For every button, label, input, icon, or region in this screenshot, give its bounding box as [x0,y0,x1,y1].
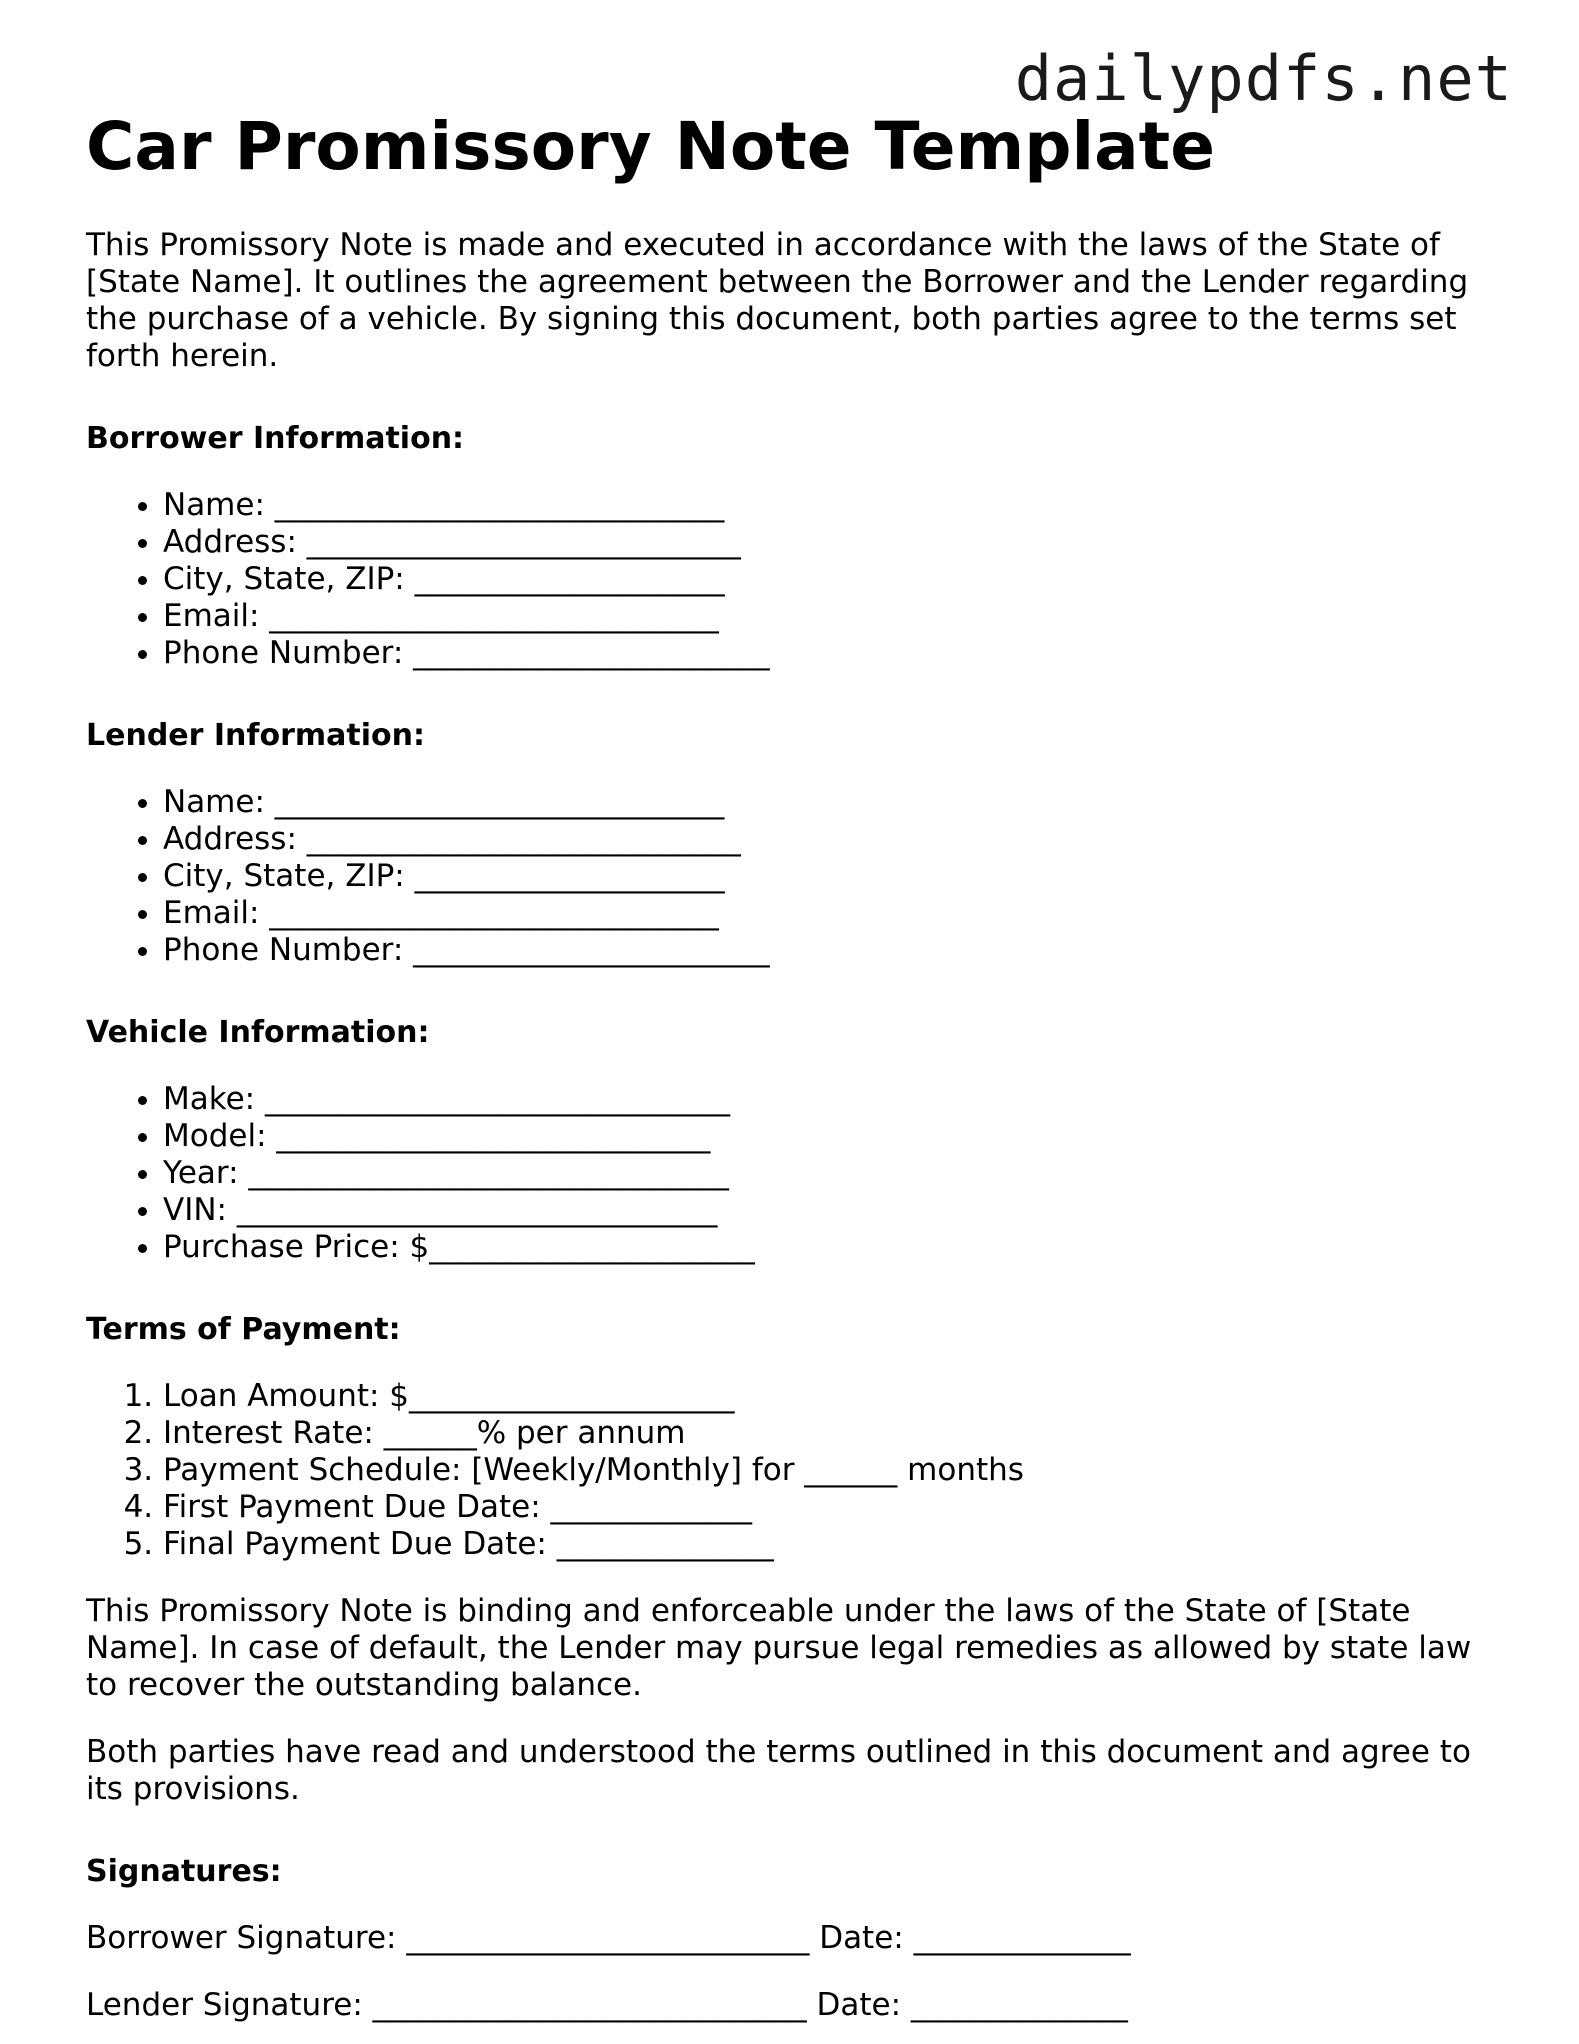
payment-heading: Terms of Payment: [86,1312,401,1347]
lender-name-field: • Name: _____________________________ [163,784,1496,821]
lender-signature-line: Lender Signature: ____________________________ Date: ______________ [86,1987,1128,2023]
borrower-signature-line: Borrower Signature: __________________________ Date: ______________ [86,1920,1131,1956]
borrower-address-field: • Address: ____________________________ [163,524,1496,561]
loan-amount-item: 1. Loan Amount: $_____________________ [163,1378,1496,1415]
vehicle-vin-field: • VIN: _______________________________ [163,1192,1496,1229]
document-page [86,108,1496,2024]
borrower-email-field: • Email: _____________________________ [163,598,1496,635]
binding-paragraph: This Promissory Note is binding and enforceable under the laws of the State of [State Name]. In case of default, the Lender may pursue legal remedies as allowed by state law to recover the outstanding balance. [86,1593,1472,1703]
watermark: dailypdfs.net [1014,42,1513,115]
vehicle-purchase-price-field: • Purchase Price: $_____________________ [163,1229,1496,1266]
intro-paragraph: This Promissory Note is made and executed in accordance with the laws of the State of [State Name]. It outlines the agreement between the Borrower and the Lender regarding the purchase of a vehicle. By signing this document, both parties agree to the terms set forth herein. [86,227,1469,374]
borrower-phone-field: • Phone Number: _______________________ [163,635,1496,672]
vehicle-year-field: • Year: _______________________________ [163,1155,1496,1192]
signatures-heading: Signatures: [86,1854,282,1889]
page-title: Car Promissory Note Template [86,108,1215,185]
lender-heading: Lender Information: [86,718,425,753]
payment-schedule-item: 3. Payment Schedule: [Weekly/Monthly] for ______ months [163,1452,1496,1489]
vehicle-field-list [86,1081,1496,1266]
interest-rate-item: 2. Interest Rate: ______% per annum [163,1415,1496,1452]
borrower-field-list [86,487,1496,672]
agreement-paragraph: Both parties have read and understood the terms outlined in this document and agree to its provisions. [86,1734,1471,1807]
payment-terms-list [86,1378,1496,1563]
lender-phone-field: • Phone Number: _______________________ [163,932,1496,969]
final-payment-date-item: 5. Final Payment Due Date: ______________ [163,1526,1496,1563]
lender-email-field: • Email: _____________________________ [163,895,1496,932]
borrower-city-state-zip-field: • City, State, ZIP: ____________________ [163,561,1496,598]
lender-field-list [86,784,1496,969]
borrower-heading: Borrower Information: [86,421,465,456]
lender-city-state-zip-field: • City, State, ZIP: ____________________ [163,858,1496,895]
first-payment-date-item: 4. First Payment Due Date: _____________ [163,1489,1496,1526]
vehicle-heading: Vehicle Information: [86,1015,430,1050]
vehicle-make-field: • Make: ______________________________ [163,1081,1496,1118]
vehicle-model-field: • Model: ____________________________ [163,1118,1496,1155]
borrower-name-field: • Name: _____________________________ [163,487,1496,524]
lender-address-field: • Address: ____________________________ [163,821,1496,858]
